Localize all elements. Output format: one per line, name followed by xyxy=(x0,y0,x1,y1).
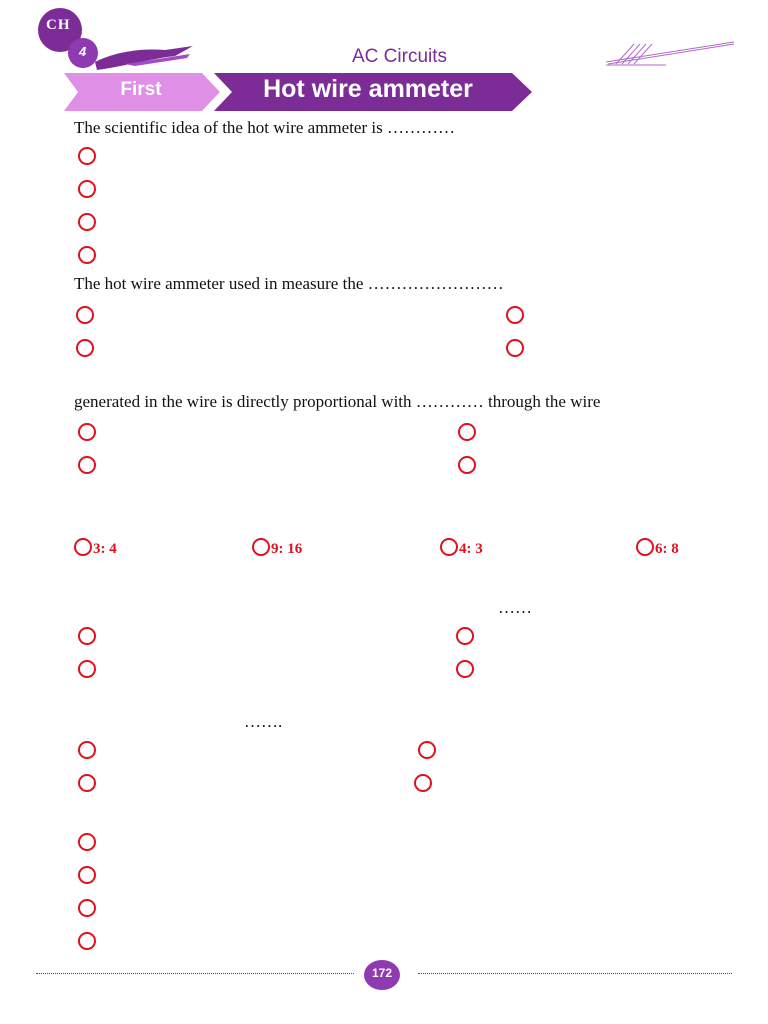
ratio-option[interactable] xyxy=(252,538,302,558)
option-radio[interactable] xyxy=(78,866,96,884)
option-radio[interactable] xyxy=(418,741,436,759)
option-radio[interactable] xyxy=(78,932,96,950)
ratio-option[interactable] xyxy=(74,538,117,558)
footer-divider xyxy=(418,973,732,974)
option-radio[interactable] xyxy=(74,538,92,556)
option-radio[interactable] xyxy=(458,456,476,474)
brush-stroke-decoration xyxy=(95,44,195,74)
option-radio[interactable] xyxy=(456,627,474,645)
option-radio[interactable] xyxy=(78,741,96,759)
blank-dots: …… xyxy=(498,598,532,617)
ratio-option-label: 9: 16 xyxy=(271,541,303,557)
section-title: Hot wire ammeter xyxy=(263,75,473,103)
option-radio[interactable] xyxy=(78,213,96,231)
question-1-text: The scientific idea of the hot wire ammeter is ………… xyxy=(74,118,455,137)
option-radio[interactable] xyxy=(414,774,432,792)
option-radio[interactable] xyxy=(78,180,96,198)
question-3-text: generated in the wire is directly proportional with ………… through the wire xyxy=(74,392,601,411)
chapter-title: AC Circuits xyxy=(352,46,448,67)
option-radio[interactable] xyxy=(252,538,270,556)
option-radio[interactable] xyxy=(78,456,96,474)
blank-dots: ……. xyxy=(244,712,283,731)
ratio-option-label: 6: 8 xyxy=(655,541,679,557)
section-tag: First xyxy=(120,79,162,100)
footer-divider xyxy=(36,973,354,974)
ratio-option[interactable] xyxy=(440,538,483,558)
option-radio[interactable] xyxy=(78,246,96,264)
header-line-decoration xyxy=(606,38,736,68)
option-radio[interactable] xyxy=(78,899,96,917)
chapter-number: 4 xyxy=(79,44,87,59)
option-radio[interactable] xyxy=(78,833,96,851)
option-radio[interactable] xyxy=(76,339,94,357)
option-radio[interactable] xyxy=(456,660,474,678)
option-radio[interactable] xyxy=(440,538,458,556)
option-radio[interactable] xyxy=(78,774,96,792)
option-radio[interactable] xyxy=(78,423,96,441)
option-radio[interactable] xyxy=(506,306,524,324)
chapter-label: CH xyxy=(46,17,71,33)
option-radio[interactable] xyxy=(636,538,654,556)
option-radio[interactable] xyxy=(78,147,96,165)
option-radio[interactable] xyxy=(78,660,96,678)
ratio-option-label: 3: 4 xyxy=(93,541,117,557)
option-radio[interactable] xyxy=(76,306,94,324)
option-radio[interactable] xyxy=(458,423,476,441)
page-number: 172 xyxy=(371,966,393,980)
ratio-option-label: 4: 3 xyxy=(459,541,483,557)
option-radio[interactable] xyxy=(506,339,524,357)
ratio-option[interactable] xyxy=(636,538,679,558)
option-radio[interactable] xyxy=(78,627,96,645)
question-2-text: The hot wire ammeter used in measure the …………………… xyxy=(74,274,504,293)
